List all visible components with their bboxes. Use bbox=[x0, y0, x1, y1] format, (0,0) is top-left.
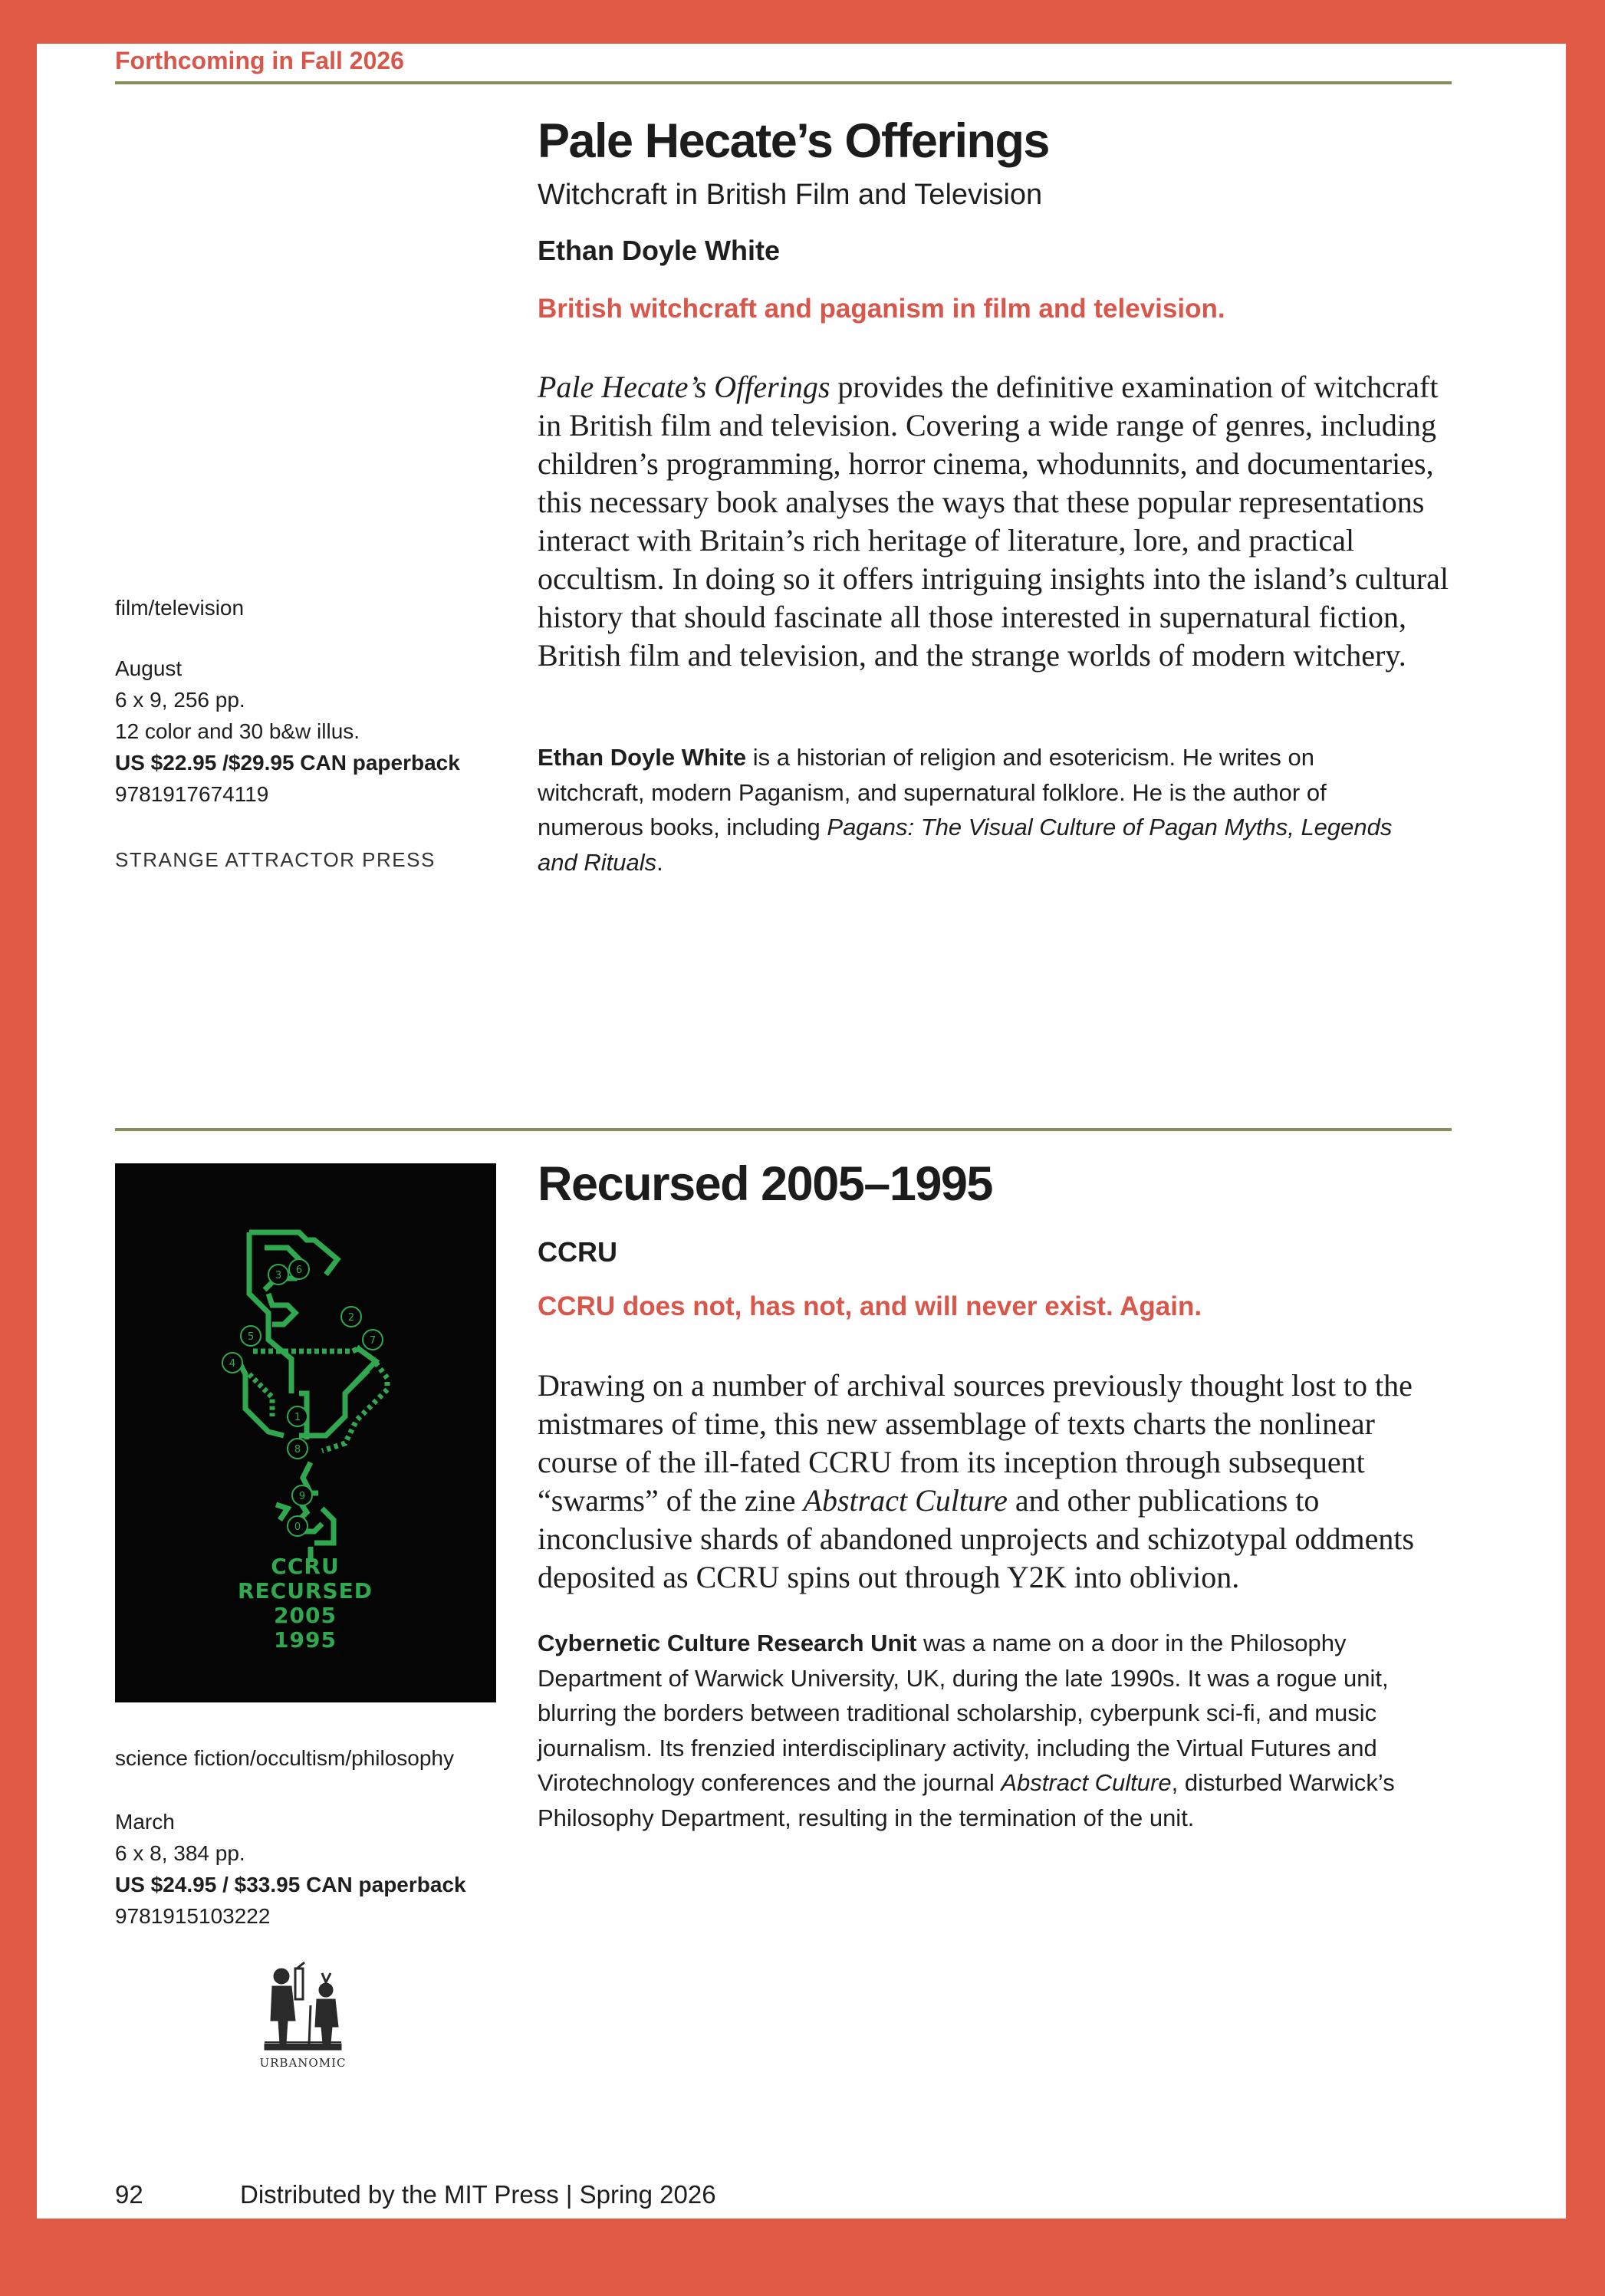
book2-bio-end: , disturbed Warwick’s Philosophy Department, resulting in the termination of the unit. bbox=[538, 1769, 1395, 1831]
urbanomic-logo bbox=[249, 1959, 357, 2074]
book1-category: film/television bbox=[115, 596, 245, 620]
book1-isbn: 9781917674119 bbox=[115, 782, 269, 806]
section-rule bbox=[115, 1128, 1452, 1131]
footer-text: Distributed by the MIT Press | Spring 2026 bbox=[240, 2180, 716, 2209]
book2-description-text-end: and other publications to inconclusive shards of abandoned unprojects and schizotypal oddments deposited as CCRU spins out through Y2K into oblivion. bbox=[538, 1483, 1415, 1594]
book1-price: US $22.95 /$29.95 CAN paperback bbox=[115, 751, 460, 775]
book1-description-title: Pale Hecate’s Offerings bbox=[538, 370, 830, 404]
book2-bio-name: Cybernetic Culture Research Unit bbox=[538, 1630, 917, 1656]
book1-meta bbox=[115, 653, 460, 810]
cover-numeral: 8 bbox=[294, 1444, 301, 1456]
book2-tagline: CCRU does not, has not, and will never exist. Again. bbox=[538, 1291, 1202, 1321]
book1-month: August bbox=[115, 656, 183, 680]
book1-tagline: British witchcraft and paganism in film and television. bbox=[538, 294, 1225, 324]
cover-numeral: 5 bbox=[247, 1331, 255, 1343]
book1-bio-text: is a historian of religion and esotericism. He writes on witchcraft, modern Paganism, and supernatural folklore. He is the author of numerous books, including bbox=[538, 744, 1327, 840]
book2-format: 6 x 8, 384 pp. bbox=[115, 1841, 245, 1865]
book1-author: Ethan Doyle White bbox=[538, 235, 781, 266]
running-head: Forthcoming in Fall 2026 bbox=[115, 47, 404, 74]
book1-description-text: provides the definitive examination of witchcraft in British film and television. Covering a wide range of genres, including children’s programming, horror cinema, whodunnits, and documentaries, this necessary book analyses the ways that these popular representations interact with Britain’s rich heritage of literature, lore, and practical occultism. In doing so it offers intriguing insights into the island’s cultural history that should fascinate all those interested in supernatural fiction, British film and television, and the strange worlds of modern witchery. bbox=[538, 370, 1449, 673]
cover-line: 2005 bbox=[274, 1603, 337, 1628]
book1-subtitle: Witchcraft in British Film and Television bbox=[538, 179, 1043, 211]
book2-description-italic: Abstract Culture bbox=[803, 1483, 1008, 1518]
book1-illustrations: 12 color and 30 b&w illus. bbox=[115, 719, 360, 743]
cover-numeral: 3 bbox=[275, 1270, 282, 1281]
book1-bio-name: Ethan Doyle White bbox=[538, 744, 747, 771]
book2-author: CCRU bbox=[538, 1236, 617, 1268]
book2-bio-italic: Abstract Culture bbox=[1001, 1769, 1172, 1796]
book2-isbn: 9781915103222 bbox=[115, 1904, 271, 1928]
cover-numeral: 7 bbox=[369, 1335, 377, 1347]
book2-cover-art bbox=[115, 1163, 496, 1702]
cover-numeral: 4 bbox=[229, 1358, 236, 1370]
book1-bio-italic: Pagans: The Visual Culture of Pagan Myths, Legends and Rituals bbox=[538, 814, 1393, 876]
book2-price: US $24.95 / $33.95 CAN paperback bbox=[115, 1873, 466, 1896]
page-number: 92 bbox=[115, 2180, 143, 2209]
book2-cover-image bbox=[115, 1163, 496, 1702]
cover-line: RECURSED bbox=[237, 1578, 373, 1604]
book1-description bbox=[538, 368, 1458, 675]
book1-bio-end: . bbox=[656, 848, 663, 876]
cover-line: CCRU bbox=[271, 1554, 340, 1579]
cover-numeral: 2 bbox=[347, 1312, 355, 1324]
book2-meta bbox=[115, 1806, 466, 1932]
cover-line: 1995 bbox=[274, 1627, 337, 1653]
book1-bio bbox=[538, 740, 1419, 880]
book2-bio-text: was a name on a door in the Philosophy Department of Warwick University, UK, during the late 1990s. It was a rogue unit, blurring the borders between traditional scholarship, cyberpunk sci-fi, and music journalism. Its frenzied interdisciplinary activity, including the Virtual Futures and Virotechnology conferences and the journal bbox=[538, 1630, 1389, 1796]
cover-numeral: 9 bbox=[298, 1491, 306, 1502]
cover-numeral: 6 bbox=[295, 1265, 303, 1276]
book2-category: science fiction/occultism/philosophy bbox=[115, 1746, 454, 1770]
book2-description-text: Drawing on a number of archival sources previously thought lost to the mistmares of time, this new assemblage of texts charts the nonlinear course of the ill-fated CCRU from its inception through subsequent “swarms” of the zine bbox=[538, 1368, 1413, 1518]
top-rule bbox=[115, 81, 1452, 84]
book1-title: Pale Hecate’s Offerings bbox=[538, 114, 1049, 168]
book2-title: Recursed 2005–1995 bbox=[538, 1157, 992, 1211]
cover-numeral: 1 bbox=[294, 1412, 301, 1423]
book2-description bbox=[538, 1367, 1458, 1597]
cover-numeral: 0 bbox=[294, 1521, 301, 1533]
urbanomic-wordmark: URBANOMIC bbox=[259, 2056, 347, 2070]
book2-bio bbox=[538, 1626, 1439, 1835]
book2-month: March bbox=[115, 1810, 175, 1834]
book1-format: 6 x 9, 256 pp. bbox=[115, 688, 245, 712]
urbanomic-logo-art bbox=[249, 1959, 357, 2074]
book1-publisher: STRANGE ATTRACTOR PRESS bbox=[115, 848, 436, 871]
